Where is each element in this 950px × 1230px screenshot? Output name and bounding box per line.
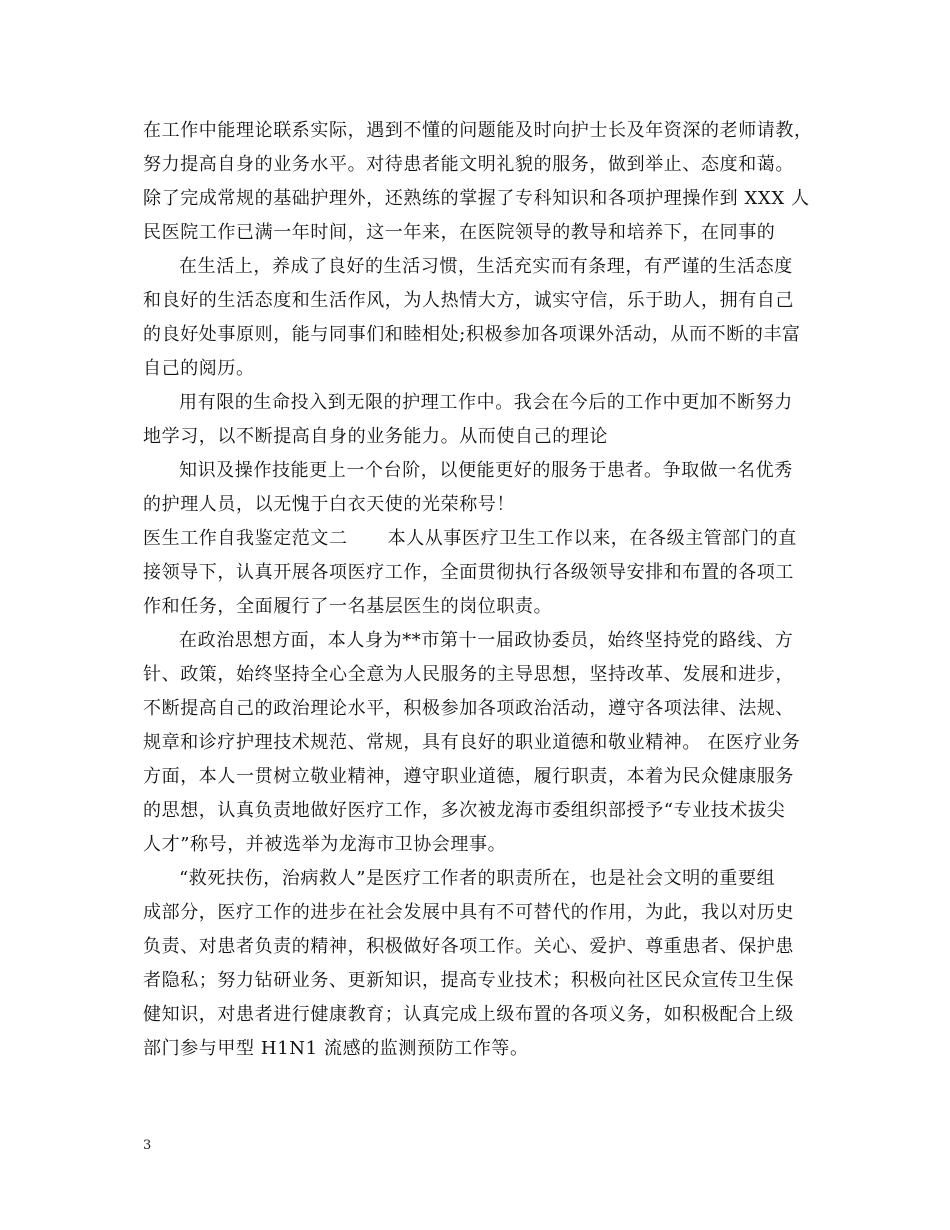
- paragraph-start-line: 在政治思想方面，本人身为**市第十一届政协委员，始终坚持党的路线、方: [179, 630, 794, 651]
- text-line: 努力提高自身的业务水平。对待患者能文明礼貌的服务，做到举止、态度和蔼。: [143, 154, 794, 175]
- text-line: 的护理人员，以无愧于白衣天使的光荣称号！: [143, 494, 515, 515]
- text-line: 针、政策，始终坚持全心全意为人民服务的主导思想，坚持改革、发展和进步，: [143, 664, 794, 685]
- text-line: 者隐私；努力钻研业务、更新知识，提高专业技术；积极向社区民众宣传卫生保: [143, 970, 794, 991]
- section-heading-line: [143, 522, 797, 556]
- text-line: 除了完成常规的基础护理外，还熟练的掌握了专科知识和各项护理操作到 XXX 人: [143, 188, 810, 209]
- text-line: 部门参与甲型 H1N1 流感的监测预防工作等。: [143, 1038, 529, 1059]
- paragraph-start-line: 用有限的生命投入到无限的护理工作中。我会在今后的工作中更加不断努力: [179, 392, 793, 413]
- paragraph-start-line: 知识及操作技能更上一个台阶，以便能更好的服务于患者。争取做一名优秀: [179, 460, 793, 481]
- text-line: 接领导下，认真开展各项医疗工作，全面贯彻执行各级领导安排和布置的各项工: [143, 562, 794, 583]
- section-heading: 医生工作自我鉴定范文二: [143, 528, 348, 549]
- section-intro-text: 本人从事医疗卫生工作以来，在各级主管部门的直: [387, 528, 797, 549]
- text-line: 的良好处事原则，能与同事们和睦相处;积极参加各项课外活动，从而不断的丰富: [143, 324, 801, 345]
- text-line: 在工作中能理论联系实际，遇到不懂的问题能及时向护士长及年资深的老师请教，: [143, 120, 813, 141]
- text-line: 成部分，医疗工作的进步在社会发展中具有不可替代的作用，为此，我以对历史: [143, 902, 794, 923]
- text-line: 民医院工作已满一年时间，这一年来，在医院领导的教导和培养下，在同事的: [143, 222, 776, 243]
- page-number: 3: [143, 1138, 152, 1153]
- paragraph-start-line: 在生活上，养成了良好的生活习惯，生活充实而有条理，有严谨的生活态度: [179, 256, 793, 277]
- text-line: 作和任务，全面履行了一名基层医生的岗位职责。: [143, 596, 553, 617]
- text-line: 人才”称号，并被选举为龙海市卫协会理事。: [143, 834, 507, 855]
- text-line: 负责、对患者负责的精神，积极做好各项工作。关心、爱护、尊重患者、保护患: [143, 936, 794, 957]
- text-line: 方面，本人一贯树立敬业精神，遵守职业道德，履行职责，本着为民众健康服务: [143, 766, 794, 787]
- text-line: 不断提高自己的政治理论水平，积极参加各项政治活动，遵守各项法律、法规、: [143, 698, 794, 719]
- text-line: 的思想，认真负责地做好医疗工作，多次被龙海市委组织部授予“专业技术拔尖: [143, 800, 786, 821]
- text-line: 地学习，以不断提高自身的业务能力。从而使自己的理论: [143, 426, 608, 447]
- text-line: 健知识，对患者进行健康教育；认真完成上级布置的各项义务，如积极配合上级: [143, 1004, 794, 1025]
- text-line: 自己的阅历。: [143, 358, 255, 379]
- paragraph-start-line: “救死扶伤，治病救人”是医疗工作者的职责所在，也是社会文明的重要组: [179, 868, 776, 889]
- text-line: 规章和诊疗护理技术规范、常规，具有良好的职业道德和敬业精神。 在医疗业务: [143, 732, 801, 753]
- text-line: 和良好的生活态度和生活作风，为人热情大方，诚实守信，乐于助人，拥有自己: [143, 290, 794, 311]
